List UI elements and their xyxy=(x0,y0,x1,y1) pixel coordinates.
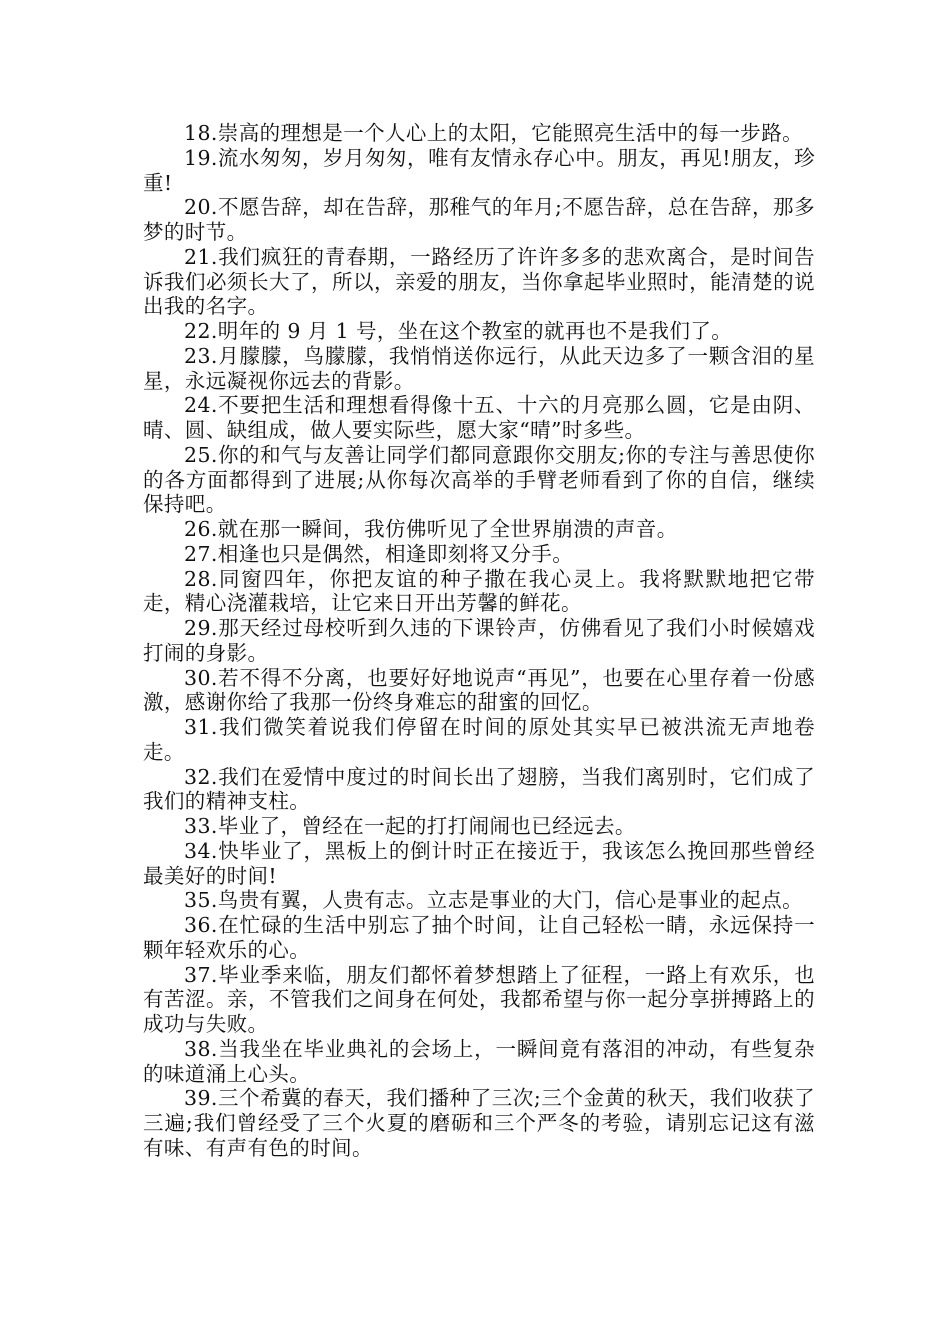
paragraph-27: 27.相逢也只是偶然，相逢即刻将又分手。 xyxy=(184,541,574,566)
paragraph-37: 37.毕业季来临，朋友们都怀着梦想踏上了征程，一路上有欢乐，也有苦涩。亲，不管我们之间身在何处，我都希望与你一起分享拼搏路上的成功与失败。 xyxy=(143,962,815,1036)
paragraph-26: 26.就在那一瞬间，我仿佛听见了全世界崩溃的声音。 xyxy=(184,517,678,541)
paragraph-23: 23.月朦朦，鸟朦朦，我悄悄送你远行，从此天边多了一颗含泪的星星，永远凝视你远去的背影。 xyxy=(143,343,815,393)
paragraph-24: 24.不要把生活和理想看得像十五、十六的月亮那么圆，它是由阴、晴、圆、缺组成，做人要实际些，愿大家“晴”时多些。 xyxy=(143,393,815,442)
paragraph-33: 33.毕业了，曾经在一起的打打闹闹也已经远去。 xyxy=(184,814,636,838)
paragraph-32: 32.我们在爱情中度过的时间长出了翅膀，当我们离别时，它们成了我们的精神支柱。 xyxy=(143,764,815,814)
paragraph-19: 19.流水匆匆，岁月匆匆，唯有友情永存心中。朋友，再见!朋友，珍重! xyxy=(143,145,815,195)
paragraph-29: 29.那天经过母校听到久违的下课铃声，仿佛看见了我们小时候嬉戏打闹的身影。 xyxy=(143,616,815,665)
paragraph-21: 21.我们疯狂的青春期，一路经历了许许多多的悲欢离合，是时间告诉我们必须长大了，所以，亲爱的朋友，当你拿起毕业照时，能清楚的说出我的名字。 xyxy=(143,244,815,319)
paragraph-25: 25.你的和气与友善让同学们都同意跟你交朋友;你的专注与善思使你的各方面都得到了进展;从你每次高举的手臂老师看到了你的自信，继续保持吧。 xyxy=(143,442,815,517)
paragraph-31: 31.我们微笑着说我们停留在时间的原处其实早已被洪流无声地卷走。 xyxy=(143,715,815,764)
document-body xyxy=(143,121,815,1161)
paragraph-39: 39.三个希冀的春天，我们播种了三次;三个金黄的秋天，我们收获了三遍;我们曾经受了三个火夏的磨砺和三个严冬的考验，请别忘记这有滋有味、有声有色的时间。 xyxy=(143,1086,815,1160)
paragraph-35: 35.鸟贵有翼，人贵有志。立志是事业的大门，信心是事业的起点。 xyxy=(184,888,803,913)
paragraph-36: 36.在忙碌的生活中别忘了抽个时间，让自己轻松一睛，永远保持一颗年轻欢乐的心。 xyxy=(143,913,815,962)
paragraph-18: 18.崇高的理想是一个人心上的太阳，它能照亮生活中的每一步路。 xyxy=(184,121,803,145)
paragraph-38: 38.当我坐在毕业典礼的会场上，一瞬间竟有落泪的冲动，有些复杂的味道涌上心头。 xyxy=(143,1036,815,1086)
paragraph-30: 30.若不得不分离，也要好好地说声“再见”，也要在心里存着一份感激，感谢你给了我那一份终身难忘的甜蜜的回忆。 xyxy=(143,665,815,715)
paragraph-20: 20.不愿告辞，却在告辞，那稚气的年月;不愿告辞，总在告辞，那多梦的时节。 xyxy=(143,195,815,244)
paragraph-34: 34.快毕业了，黑板上的倒计时正在接近于，我该怎么挽回那些曾经最美好的时间! xyxy=(143,838,815,888)
paragraph-22: 22.明年的 9 月 1 号，坐在这个教室的就再也不是我们了。 xyxy=(184,319,733,343)
paragraph-28: 28.同窗四年，你把友谊的种子撒在我心灵上。我将默默地把它带走，精心浇灌栽培，让它来日开出芳馨的鲜花。 xyxy=(143,566,815,616)
